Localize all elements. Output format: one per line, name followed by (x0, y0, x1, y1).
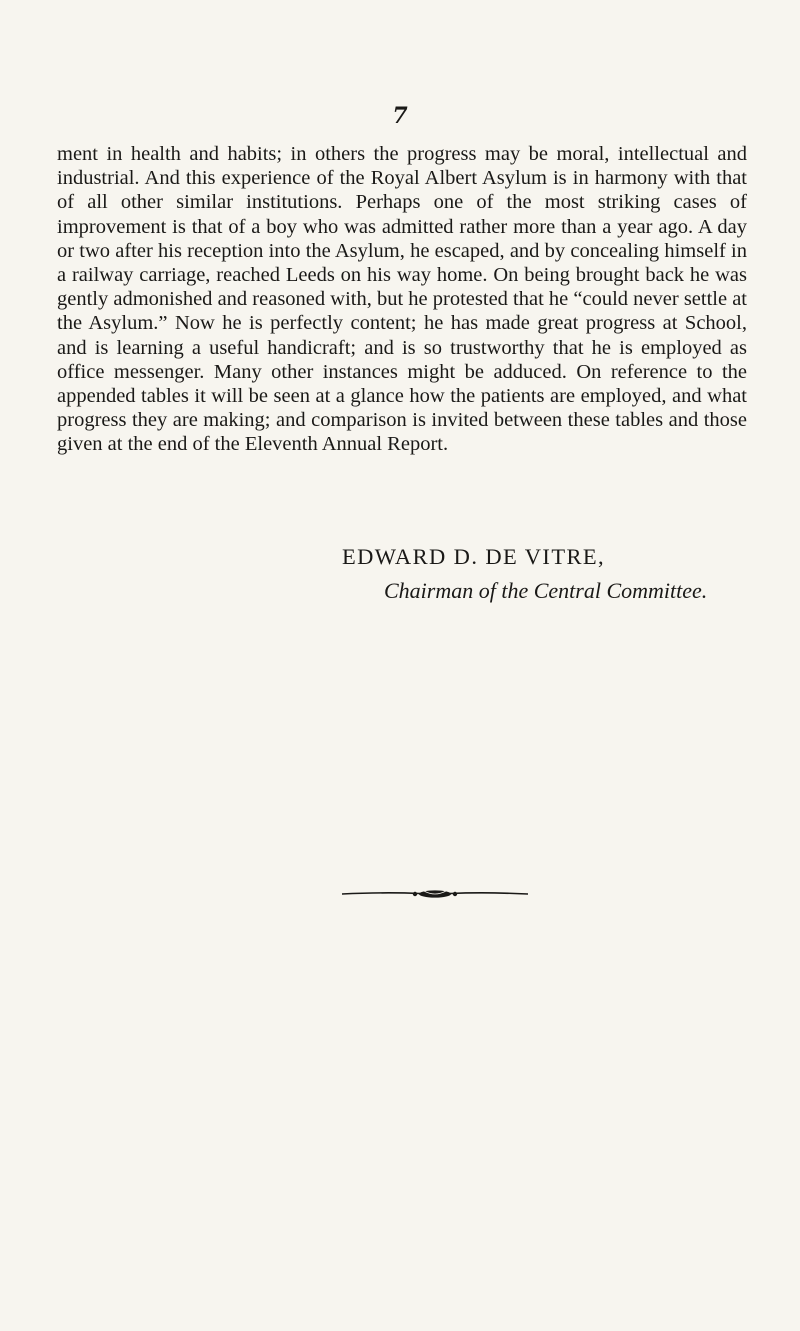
signatory-title: Chairman of the Central Committee. (384, 578, 708, 603)
page-number: 7 (392, 103, 408, 129)
signatory-name: EDWARD D. DE VITRE, (342, 544, 606, 569)
body-paragraph: ment in health and habits; in others the progress may be moral, intellectual and industrial. And this experience of the Royal Albert Asylum is in harmony with that of all other similar institutions. Perhaps one of the most striking cases of improvement is that of a boy who was admitted rather more than a year ago. A day or two after his reception into the Asylum, he escaped, and by concealing himself in a railway carriage, reached Leeds on his way home. On being brought back he was gently admonished and reasoned with, but he protested that he “could never settle at the Asylum.” Now he is perfectly content; he has made great progress at School, and is learning a useful handicraft; and is so trustworthy that he is employed as office messenger. Many other instances might be adduced. On reference to the appended tables it will be seen at a glance how the patients are employed, and what progress they are making; and comparison is invited between these tables and those given at the end of the Eleventh Annual Report. (57, 143, 747, 456)
tailpiece-ornament (340, 889, 530, 899)
